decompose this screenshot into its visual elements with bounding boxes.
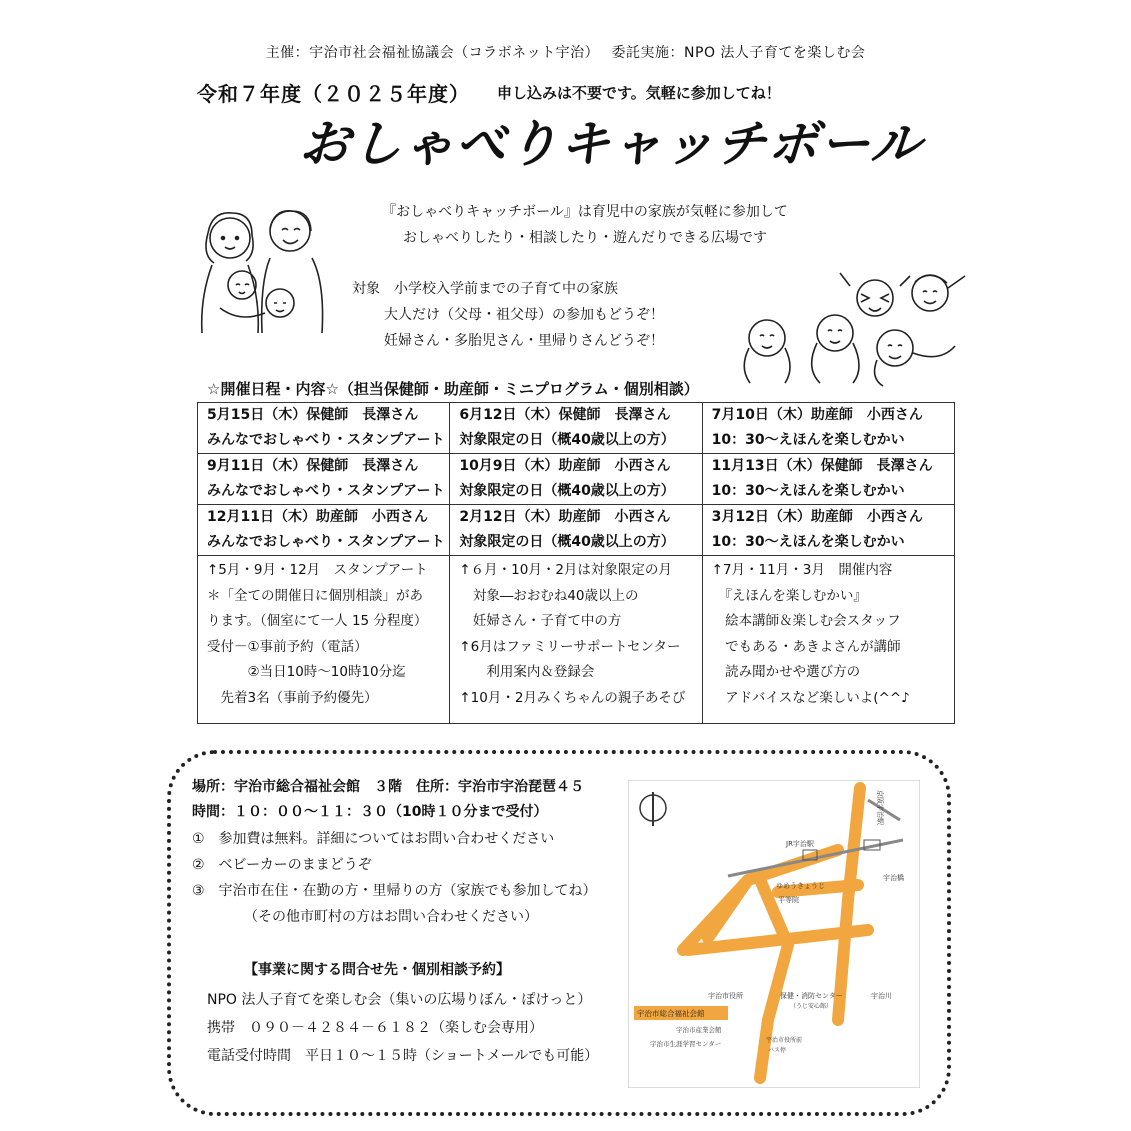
session-program: みんなでおしゃべり・スタンプアート <box>207 483 445 499</box>
session-date: 3月12日（木）助産師 小西さん <box>711 509 923 525</box>
session-program: 10：30～えほんを楽しむかい <box>711 432 905 448</box>
schedule-row <box>198 454 955 505</box>
map-label-keihan-station: 京阪宇治駅 <box>876 790 884 825</box>
contact-organization: NPO 法人子育てを楽しむ会（集いの広場りぼん・ぽけっと） <box>207 992 592 1008</box>
schedule-row <box>198 403 955 454</box>
schedule-cell <box>450 454 702 505</box>
fiscal-year: 令和７年度（２０２５年度） <box>197 82 470 106</box>
note-line: 『えほんを楽しむかい』 <box>711 587 867 604</box>
schedule-cell <box>702 454 954 505</box>
contact-phone: 携帯 ０９０－４２８４－６１８２（楽しむ会専用） <box>207 1020 543 1036</box>
note-line: ↑６月・10月・2月は対象限定の月 <box>459 562 672 578</box>
map-label-lifelong-center: 宇治市生涯学習センター <box>650 1040 722 1048</box>
note-line: ↑6月はファミリーサポートセンター <box>459 638 681 655</box>
intro-line-1: 『おしゃべりキャッチボール』は育児中の家族が気軽に参加して <box>382 204 788 220</box>
note-line: でもある・あきよさんが講師 <box>711 638 901 655</box>
intro-line-2: おしゃべりしたり・相談したり・遊んだりできる広場です <box>403 230 767 246</box>
map-label-industry-hall: 宇治市産業会館 <box>676 1026 722 1034</box>
map-label-uji-bridge: 宇治橋 <box>883 874 904 882</box>
note-line: 対象―おおむね40歳以上の <box>459 587 639 604</box>
map-label-city-hall: 宇治市役所 <box>708 992 743 1000</box>
info-item-eligibility: ③ 宇治市在住・在勤の方・里帰りの方（家族でも参加してね） <box>192 883 597 899</box>
note-line: 受付－①事前予約（電話） <box>207 638 368 655</box>
note-line: 先着3名（事前予約優先） <box>207 689 378 706</box>
children-illustration <box>735 268 980 388</box>
schedule-notes-row <box>198 556 955 724</box>
target-line-2: 大人だけ（父母・祖父母）の参加もどうぞ！ <box>384 307 664 323</box>
map-label-welfare-hall: 宇治市総合福祉会館 <box>637 1009 705 1018</box>
session-program: 対象限定の日（概40歳以上の方） <box>459 534 675 550</box>
session-program: みんなでおしゃべり・スタンプアート <box>207 534 445 550</box>
map-label-bus-stop-sub: バス停 <box>768 1047 787 1054</box>
schedule-cell <box>198 403 450 454</box>
notes-cell-limited-days <box>450 556 702 724</box>
session-program: 対象限定の日（概40歳以上の方） <box>459 432 675 448</box>
target-line-1: 対象 小学校入学前までの子育て中の家族 <box>352 281 618 297</box>
note-line: 読み聞かせや選び方の <box>711 664 861 681</box>
note-line: アドバイスなど楽しいよ(^^♪ <box>711 689 910 706</box>
note-line: 妊婦さん・子育て中の方 <box>459 613 622 630</box>
map-label-bus-stop: 宇治市役所前 <box>766 1037 803 1044</box>
no-application-note: 申し込みは不要です。気軽に参加してね！ <box>497 84 781 102</box>
session-date: 7月10日（木）助産師 小西さん <box>711 407 923 423</box>
session-date: 6月12日（木）保健師 長澤さん <box>459 407 671 423</box>
map-label-jr-station: JR宇治駅 <box>786 840 814 848</box>
note-line: 絵本講師＆楽しむ会スタッフ <box>711 613 901 630</box>
note-line: ②当日10時～10時10分迄 <box>207 664 406 681</box>
session-program: 10：30～えほんを楽しむかい <box>711 483 905 499</box>
map-label-health-center-sub: （うじ安心館） <box>790 1003 833 1010</box>
schedule-heading: ☆開催日程・内容☆（担当保健師・助産師・ミニプログラム・個別相談） <box>207 380 699 398</box>
session-program: 対象限定の日（概40歳以上の方） <box>459 483 675 499</box>
schedule-cell <box>450 505 702 556</box>
family-illustration <box>190 203 340 338</box>
info-item-eligibility-note: （その他市町村の方はお問い合わせください） <box>244 909 538 925</box>
target-line-3: 妊婦さん・多胎児さん・里帰りさんどうぞ！ <box>384 333 664 349</box>
notes-cell-picture-books <box>702 556 954 724</box>
info-item-fee: ① 参加費は無料。詳細についてはお問い合わせください <box>192 831 555 847</box>
map-label-street: ゆめうきょうじ <box>776 882 825 890</box>
schedule-cell <box>198 454 450 505</box>
session-time: 時間：１０：００～１１：３０（10時１０分まで受付） <box>192 804 548 820</box>
schedule-cell <box>702 403 954 454</box>
session-date: 5月15日（木）保健師 長澤さん <box>207 407 419 423</box>
note-line: ります。（個室にて一人 15 分程度） <box>207 613 428 630</box>
note-line: 利用案内＆登録会 <box>459 664 595 681</box>
map-label-health-center: 保健・消防センター <box>780 992 843 1000</box>
note-line: ↑10月・2月みくちゃんの親子あそび <box>459 689 686 706</box>
schedule-cell <box>702 505 954 556</box>
note-line: ↑7月・11月・3月 開催内容 <box>711 562 893 578</box>
organizers-line: 主催：宇治市社会福祉協議会（コラボネット宇治） 委託実施：NPO 法人子育てを楽しむ会 <box>265 45 866 61</box>
note-line: ↑5月・9月・12月 スタンプアート <box>207 562 428 578</box>
session-date: 11月13日（木）保健師 長澤さん <box>711 458 933 474</box>
schedule-row <box>198 505 955 556</box>
venue-address: 場所：宇治市総合福祉会館 ３階 住所：宇治市宇治琵琶４５ <box>192 779 584 795</box>
session-program: みんなでおしゃべり・スタンプアート <box>207 432 445 448</box>
session-date: 2月12日（木）助産師 小西さん <box>459 509 671 525</box>
info-item-stroller: ② ベビーカーのままどうぞ <box>192 857 372 873</box>
contact-heading: 【事業に関する問合せ先・個別相談予約】 <box>244 962 510 978</box>
schedule-cell <box>198 505 450 556</box>
map-label-uji-river: 宇治川 <box>871 992 892 1000</box>
page-title: おしゃべりキャッチボール <box>297 115 925 173</box>
session-date: 12月11日（木）助産師 小西さん <box>207 509 428 525</box>
schedule-cell <box>450 403 702 454</box>
session-date: 10月9日（木）助産師 小西さん <box>459 458 671 474</box>
session-program: 10：30～えほんを楽しむかい <box>711 534 905 550</box>
notes-cell-stamp-art <box>198 556 450 724</box>
contact-hours: 電話受付時間 平日１０～１５時（ショートメールでも可能） <box>207 1048 599 1064</box>
venue-map <box>628 780 920 1088</box>
session-date: 9月11日（木）保健師 長澤さん <box>207 458 419 474</box>
note-line: ＊「全ての開催日に個別相談」があ <box>207 587 423 604</box>
map-label-byodoin: 平等院 <box>778 896 799 904</box>
schedule-table <box>197 402 955 724</box>
